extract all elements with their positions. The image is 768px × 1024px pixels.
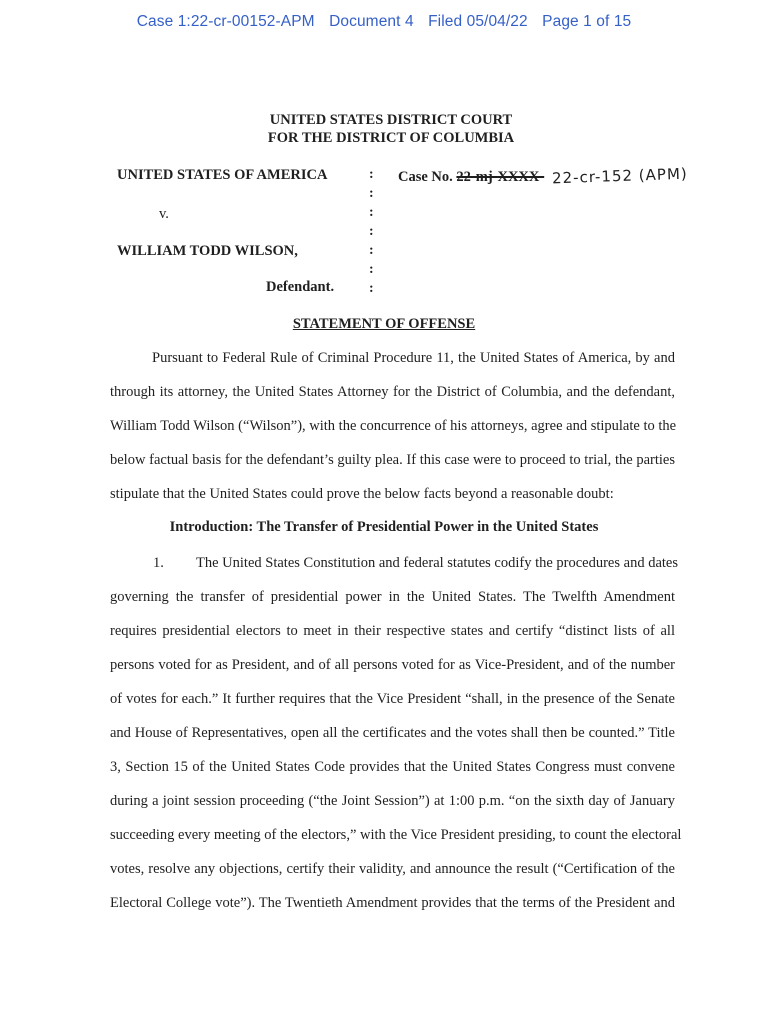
intro-line: stipulate that the United States could prove the below facts beyond a reasonable doubt: — [110, 486, 614, 502]
intro-line: through its attorney, the United States Attorney for the District of Columbia, and the defendant, — [110, 384, 675, 400]
case-number-handwritten: 22-cr-152 (APM) — [551, 164, 688, 188]
case-number — [398, 164, 688, 188]
paragraph-line: requires presidential electors to meet in their respective states and certify “distinct lists of all — [110, 623, 675, 639]
paragraph-line: 3, Section 15 of the United States Code provides that the United States Congress must convene — [110, 759, 675, 775]
paragraph-line: of votes for each.” It further requires that the Vice President “shall, in the presence of the Senate — [110, 691, 675, 707]
court-title-line2: FOR THE DISTRICT OF COLUMBIA — [267, 130, 515, 146]
paragraph-line: governing the transfer of presidential power in the United States. The Twelfth Amendment — [110, 589, 675, 605]
paragraph-line: persons voted for as President, and of all persons voted for as Vice-President, and of the number — [110, 657, 675, 673]
case-number-struck: 22-mj-XXXX- — [456, 169, 545, 185]
paragraph-line: votes, resolve any objections, certify their validity, and announce the result (“Certification of the — [110, 861, 675, 877]
caption-colon: : — [369, 243, 374, 258]
caption-versus: v. — [159, 206, 169, 222]
intro-line: William Todd Wilson (“Wilson”), with the concurrence of his attorneys, agree and stipulate to the — [110, 418, 677, 434]
ecf-filed-date: Filed 05/04/22 — [428, 13, 528, 30]
ecf-case-number: Case 1:22-cr-00152-APM — [136, 13, 315, 30]
caption-colon: : — [369, 281, 374, 296]
paragraph-line: Electoral College vote”). The Twentieth Amendment provides that the terms of the President and — [110, 895, 675, 911]
court-title — [0, 111, 768, 147]
paragraph-line: during a joint session proceeding (“the Joint Session”) at 1:00 p.m. “on the sixth day of January — [110, 793, 675, 809]
ecf-page-number: Page 1 of 15 — [542, 13, 632, 30]
intro-line: Pursuant to Federal Rule of Criminal Procedure 11, the United States of America, by and — [152, 350, 675, 366]
caption-colon: : — [369, 186, 374, 201]
caption-plaintiff: UNITED STATES OF AMERICA — [117, 167, 328, 183]
paragraph-line: succeeding every meeting of the electors,” with the Vice President presiding, to count the electoral — [110, 827, 682, 843]
caption-colon: : — [369, 167, 374, 182]
paragraph-line: The United States Constitution and federal statutes codify the procedures and dates — [196, 555, 678, 571]
ecf-document-number: Document 4 — [329, 13, 414, 30]
section-heading: Introduction: The Transfer of Presidential Power in the United States — [169, 519, 599, 535]
caption-colon: : — [369, 224, 374, 239]
caption-colon: : — [369, 262, 374, 277]
paragraph-number: 1. — [153, 555, 164, 571]
caption-defendant-label: Defendant. — [266, 279, 335, 295]
document-title: STATEMENT OF OFFENSE — [292, 316, 476, 332]
ecf-filing-header — [0, 13, 768, 31]
intro-line: below factual basis for the defendant’s guilty plea. If this case were to proceed to trial, the parties — [110, 452, 675, 468]
paragraph-line: and House of Representatives, open all the certificates and the votes shall then be counted.” Title — [110, 725, 675, 741]
case-number-label: Case No. — [398, 169, 453, 185]
caption-colon: : — [369, 205, 374, 220]
court-title-line1: UNITED STATES DISTRICT COURT — [269, 112, 513, 128]
caption-defendant-name: WILLIAM TODD WILSON, — [117, 243, 298, 259]
case-caption — [117, 164, 757, 297]
